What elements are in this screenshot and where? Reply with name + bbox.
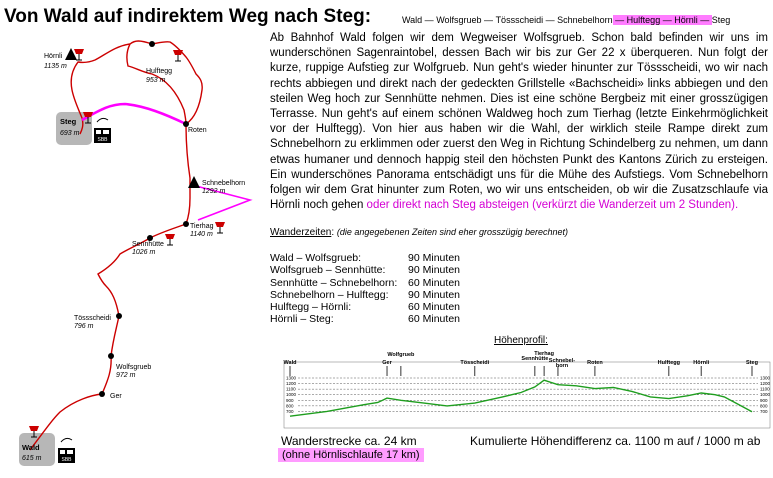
tierhag-restaurant-icon [215, 222, 225, 233]
profile-station-label: Schnebel-horn [548, 358, 576, 369]
profile-station-label: Sennhütte [521, 356, 549, 362]
times-value: 90 Minuten [408, 288, 460, 301]
map-label-toessscheidi: Tössscheidi [74, 315, 111, 322]
map-label-sennhuette: Sennhütte [132, 241, 164, 248]
profile-frame [284, 362, 770, 428]
profile-y-tick-right: 1200 [760, 381, 771, 387]
profile-station-label: Ger [382, 360, 392, 366]
svg-text:SBB: SBB [97, 137, 108, 143]
times-value: 60 Minuten [408, 313, 460, 326]
distance-note: (ohne Hörnlischlaufe 17 km) [278, 448, 424, 462]
map-label-wald: Wald [22, 443, 40, 452]
steg-station-icon [94, 118, 111, 143]
map-label-roten: Roten [188, 127, 207, 134]
hulftegg-node [149, 41, 155, 47]
profile-station-label: Tierhag [534, 351, 554, 357]
profile-station-label: Wolfgrueb [387, 352, 415, 358]
route-stop: Tössscheidi [495, 15, 544, 25]
route-stop: Hörnli [674, 15, 698, 25]
svg-text:SBB: SBB [61, 457, 72, 463]
times-label: Sennhütte – Schnebelhorn: [270, 276, 398, 289]
times-row [270, 264, 460, 276]
times-row [270, 252, 460, 264]
profile-y-tick-right: 700 [760, 408, 768, 414]
profile-y-tick: 700 [286, 408, 294, 414]
route-separator: — [543, 15, 558, 25]
distance-text: Wanderstrecke ca. 24 km [281, 434, 417, 448]
toessscheidi-node [116, 313, 122, 319]
map-label-hulftegg: Hulftegg [146, 68, 173, 75]
wald-station-icon [58, 438, 75, 463]
route-separator: — [481, 15, 496, 25]
profile-y-tick: 1000 [286, 392, 297, 398]
times-row [270, 289, 460, 301]
ger-node [99, 391, 105, 397]
map-alt-hoernli: 1135 m [44, 63, 67, 70]
map-alt-sennhuette: 1026 m [132, 249, 156, 256]
profile-station-label: Steg [746, 360, 758, 366]
description-alternative: oder direkt nach Steg absteigen (verkürzt die Wanderzeit um 2 Stunden). [366, 199, 739, 212]
page-title: Von Wald auf indirektem Weg nach Steg: [4, 6, 372, 27]
times-table [270, 252, 460, 326]
tierhag-node [183, 221, 189, 227]
profile-y-ticks [286, 376, 771, 414]
map-alt-wolfsgrueb: 972 m [116, 372, 136, 379]
times-row [270, 313, 460, 325]
times-label: Hörnli – Steg: [270, 313, 334, 326]
route-separator: — [422, 15, 437, 25]
profile-station-label: Hulftegg [657, 360, 680, 366]
profile-grid [284, 362, 770, 428]
route-map [0, 0, 270, 478]
times-value: 60 Minuten [408, 276, 460, 289]
times-heading-label: Wanderzeiten [270, 227, 332, 238]
route-summary [402, 15, 730, 25]
profile-y-tick-right: 1300 [760, 375, 771, 381]
map-alt-hulftegg: 953 m [146, 77, 166, 84]
route-stop: Schnebelhorn [557, 15, 613, 25]
profile-y-tick: 1300 [286, 375, 297, 381]
profile-station-label: Tösscheidi [460, 360, 490, 366]
profile-stations [284, 351, 758, 376]
main-route-line [30, 41, 202, 450]
times-value: 90 Minuten [408, 252, 460, 264]
hulftegg-restaurant-icon [173, 50, 183, 61]
map-label-steg: Steg [60, 117, 77, 126]
description-text: Ab Bahnhof Wald folgen wir dem Wegweiser Wolfsgrueb. Schon bald befinden wir uns im wunderschönen Sagenraintobel, dessen Bach wir bis zur Ger 22 x überqueren. Nun folgt der kurze, ruppige Aufstieg zur Wolfgrueb. Nun geht's wieder hinunter zur Tössscheidi, wo wir nach rechts abbiegen und direkt nach der gedeckten Grillstelle «Bachscheidi» links abbiegen und den steilen Weg hoch zur Sennhütte nehmen. Dies ist eine schöne Bergbeiz mit einer grosszügigen Terrasse. Nun geht's auf einem schönen Waldweg hoch zum Tierhag (letzte Einkehrmöglichkeit vor der Hulftegg). Von hier aus haben wir die Wahl, der wirklich steile Rampe direkt zum Schnebelhorn zu erklimmen oder zuerst den Weg in Richtung Schindelberg zu nehmen, um dann etwas humaner und dennoch happig steil den höchsten Punkt des Kantons Zürich zu ersteigen. Ein wunderschönes Panorama entschädigt uns für die Mühe des Aufstiegs. Vom Schnebelhorn folgen wir dem Grat hinunter zum Roten, wo wir uns entscheiden, ob wir die Zusatzschlaufe via Hörnli noch gehen [270, 32, 768, 212]
map-label-tierhag: Tierhag [190, 223, 214, 230]
profile-y-tick: 1100 [286, 386, 296, 392]
profile-y-tick-right: 1000 [760, 392, 771, 398]
route-separator: — [612, 15, 627, 25]
route-stop: Wolfsgrueb [436, 15, 482, 25]
times-note: (die angegebenen Zeiten sind eher grosszügig berechnet) [336, 227, 569, 237]
map-alt-tierhag: 1140 m [190, 231, 213, 238]
times-label: Wald – Wolfsgrueb: [270, 252, 362, 264]
profile-y-tick: 800 [286, 403, 294, 409]
profile-y-tick-right: 800 [760, 403, 768, 409]
times-heading: Wanderzeiten: (die angegebenen Zeiten sind eher grosszügig berechnet) [270, 227, 569, 238]
profile-y-tick-right: 900 [760, 397, 768, 403]
profile-station-label: Roten [587, 360, 603, 366]
map-label-ger: Ger [110, 393, 122, 400]
times-row [270, 301, 460, 313]
route-stop: Steg [711, 15, 731, 25]
route-stop: Wald [402, 15, 423, 25]
wolfsgrueb-node [108, 353, 114, 359]
sennhuette-restaurant-icon [165, 234, 175, 245]
profile-title: Höhenprofil: [494, 335, 548, 346]
map-alt-wald: 615 m [22, 455, 42, 462]
times-value: 60 Minuten [408, 301, 460, 314]
profile-y-tick-right: 1100 [760, 386, 770, 392]
route-separator: — [660, 15, 675, 25]
map-alt-steg: 693 m [60, 130, 80, 137]
route-separator: — [697, 15, 712, 25]
profile-station-label: Wald [283, 360, 297, 366]
map-label-wolfsgrueb: Wolfsgrueb [116, 364, 152, 371]
profile-y-tick: 900 [286, 397, 294, 403]
height-difference: Kumulierte Höhendifferenz ca. 1100 m auf / 1000 m ab [470, 434, 761, 448]
map-alt-toessscheidi: 796 m [74, 323, 94, 330]
map-label-schnebelhorn: Schnebelhorn [202, 180, 246, 187]
times-label: Wolfsgrueb – Sennhütte: [270, 264, 386, 277]
route-stop: Hulftegg [626, 15, 661, 25]
times-label: Schnebelhorn – Hulftegg: [270, 288, 389, 301]
map-label-hoernli: Hörnli [44, 53, 63, 60]
profile-y-tick: 1200 [286, 381, 297, 387]
route-description [270, 31, 768, 213]
profile-line [290, 380, 752, 416]
map-alt-schnebelhorn: 1292 m [202, 188, 226, 195]
profile-station-label: Hörnli [693, 360, 710, 366]
times-label: Hulftegg – Hörnli: [270, 301, 352, 314]
times-row [270, 277, 460, 289]
times-value: 90 Minuten [408, 264, 460, 277]
